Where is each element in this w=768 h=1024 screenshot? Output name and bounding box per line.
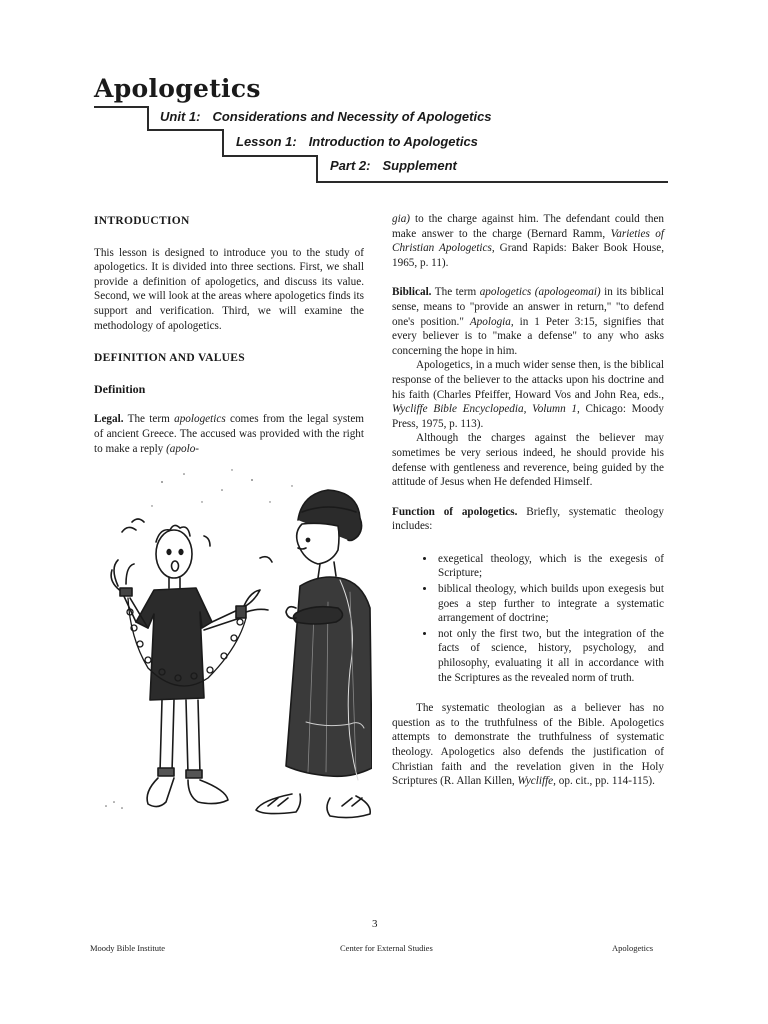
paragraph-text: The term xyxy=(431,286,480,299)
right-paragraph-continued xyxy=(392,212,664,270)
wider-sense-paragraph xyxy=(392,358,664,431)
function-label: Function of apologetics. xyxy=(392,505,518,518)
prisoner-figure xyxy=(111,519,272,807)
header-rule xyxy=(316,155,318,182)
list-item: • exegetical theology, which is the exegesis of Scripture; xyxy=(436,552,664,581)
unit-heading xyxy=(160,109,492,124)
unit-label: Unit 1: xyxy=(160,109,201,124)
left-column xyxy=(94,214,364,456)
header-rule xyxy=(222,155,317,157)
paragraph-text: to the charge against him. The defendant could then make answer to the charge (Bernard Ramm, xyxy=(392,213,664,240)
list-item: • not only the first two, but the integration of the facts of science, history, psychology, and philosophy, evaluating it all in accordance with the Scriptures as the revealed norm of truth. xyxy=(436,627,664,685)
header-rule xyxy=(316,181,668,183)
page-number: 3 xyxy=(372,918,378,930)
book-title: Wycliffe Bible Encyclopedia, Volumn 1, xyxy=(392,403,580,416)
right-column xyxy=(392,212,664,789)
theology-list xyxy=(392,552,664,685)
legal-term: apologetics xyxy=(174,413,226,426)
paragraph-text: in its biblical sense, means to "provide an answer in return," "to defend one's position." xyxy=(392,286,664,328)
lesson-label: Lesson 1: xyxy=(236,134,297,149)
header-rule xyxy=(147,129,223,131)
lesson-heading xyxy=(236,134,478,149)
paragraph-text: Briefly, systematic theology includes: xyxy=(392,505,664,533)
biblical-label: Biblical. xyxy=(392,286,432,299)
part-label: Part 2: xyxy=(330,158,371,173)
legal-label: Legal. xyxy=(94,413,124,426)
header-rule xyxy=(94,106,148,108)
legal-greek-term: (apolo- xyxy=(166,442,200,455)
definition-heading: Definition xyxy=(94,381,146,396)
cartoon-illustration xyxy=(92,462,372,842)
paragraph-text: in 1 Peter 3:15, signifies that every believer is to "make a defense" to any who asks concerning the hope in him. xyxy=(392,315,664,357)
systematic-theologian-paragraph xyxy=(392,701,664,789)
judge-figure xyxy=(256,490,372,818)
lesson-title: Introduction to Apologetics xyxy=(308,134,478,149)
introduction-heading: INTRODUCTION xyxy=(94,215,190,227)
biblical-term: apologetics (apologeomai) xyxy=(479,286,601,299)
unit-title: Considerations and Necessity of Apologetics xyxy=(212,109,492,124)
biblical-paragraph xyxy=(392,285,664,358)
paragraph-text: Apologetics, in a much wider sense then, is the biblical response of the believer to the attacks upon his doctrine and his faith (Charles Pfeiffer, Howard Vos and John Rea, eds., xyxy=(392,359,664,401)
greek-term: gia) xyxy=(392,213,411,225)
header-rule xyxy=(222,129,224,155)
introduction-paragraph: This lesson is designed to introduce you to the study of apologetics. It is divided into three sections. First, we shall provide a definition of apologetics, and discuss its value. Second, we will look at the areas where apologetics finds its support and verification. Third, we will examine the methodology of apologetics. xyxy=(94,246,364,332)
apologia-term: Apologia, xyxy=(469,315,514,328)
header-rule xyxy=(147,106,149,130)
paragraph-text: op. cit., pp. 114-115). xyxy=(555,775,655,788)
list-item: • biblical theology, which builds upon exegesis but goes a step further to integrate a systematic arrangement of doctrine; xyxy=(436,582,664,626)
function-paragraph xyxy=(392,505,664,534)
legal-text: comes from the legal system of ancient Greece. The accused was provided with the right to make a reply xyxy=(94,413,364,455)
charges-paragraph: Although the charges against the believer may sometimes be very serious indeed, he should provide his defense with gentleness and reverence, being guided by the attitude of Jesus when He defended Himself. xyxy=(392,432,664,489)
footer-left: Moody Bible Institute xyxy=(90,943,166,953)
paragraph-text: Chicago: Moody Press, 1975, p. 113). xyxy=(392,403,664,430)
paragraph-text: The systematic theologian as a believer has no question as to the truthfulness of the Bible. Apologetics attempts to demonstrate the truthfulness of systematic theology. Apologetics also defends the justification of Christian faith and the revelation given in the Holy Scriptures (R. Allan Killen, xyxy=(392,702,664,788)
footer-right: Apologetics xyxy=(612,943,654,953)
part-heading xyxy=(330,158,457,173)
legal-text: The term xyxy=(123,413,175,426)
paragraph-text: Grand Rapids: Baker Book House, 1965, p. 11). xyxy=(392,242,664,269)
definition-values-heading: DEFINITION AND VALUES xyxy=(94,352,245,365)
part-title: Supplement xyxy=(382,158,457,173)
legal-paragraph xyxy=(94,412,364,456)
document-title: Apologetics xyxy=(94,74,261,103)
book-title: Wycliffe, xyxy=(517,775,556,788)
footer-center: Center for External Studies xyxy=(340,943,433,953)
book-title: Varieties of Christian Apologetics, xyxy=(392,227,664,255)
